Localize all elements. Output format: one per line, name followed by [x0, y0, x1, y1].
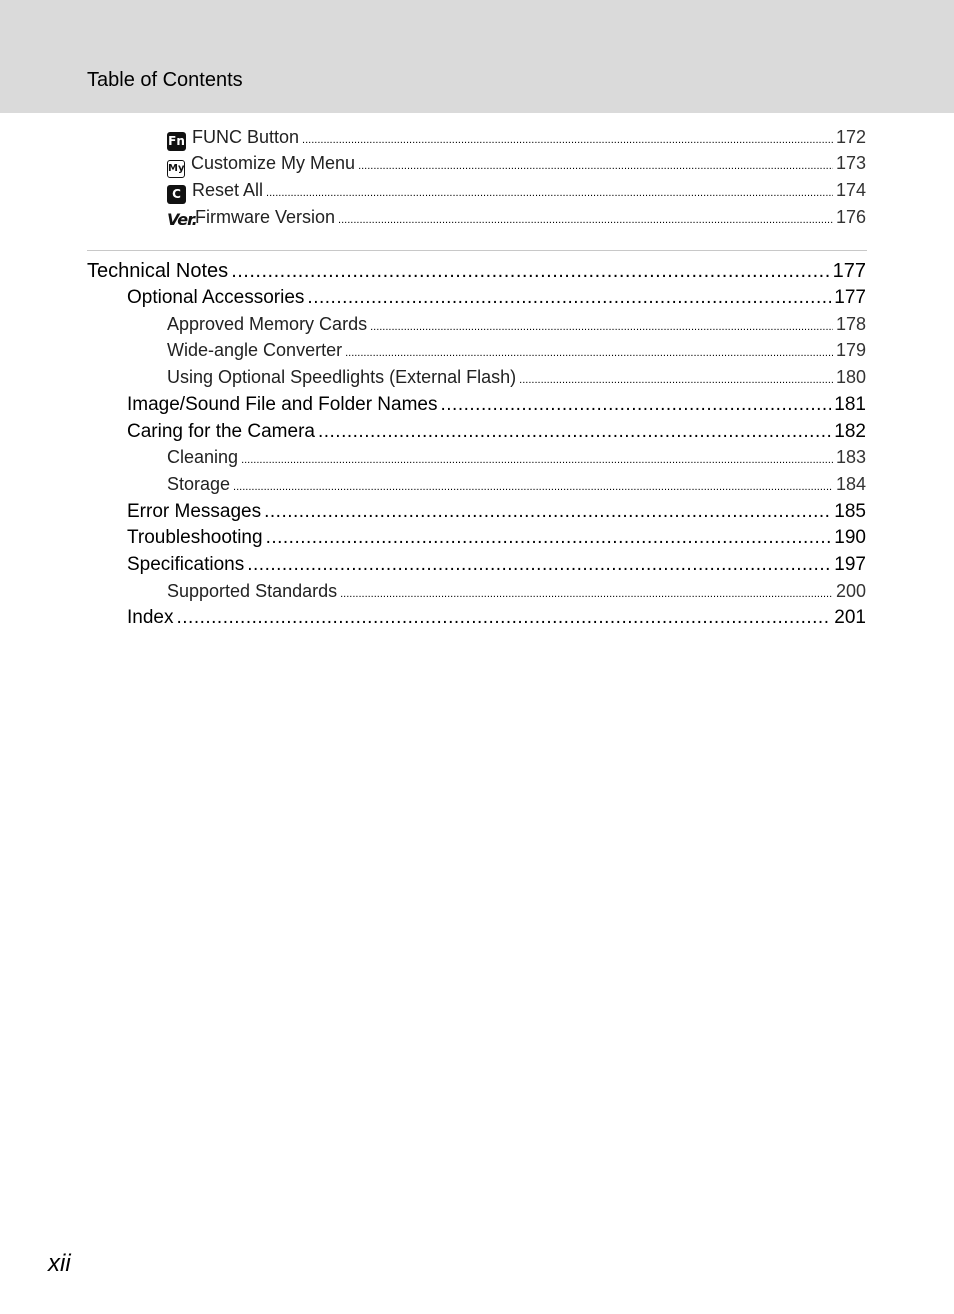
toc-entry[interactable]: [167, 581, 866, 602]
toc-page-number: 172: [835, 127, 866, 147]
dot-leader: [266, 527, 832, 549]
dot-leader: [231, 260, 829, 283]
dot-leader: [264, 501, 831, 523]
toc-page-number: 184: [835, 473, 866, 494]
page-header: [0, 0, 954, 113]
toc-entry-label: FUNC Button: [192, 127, 300, 147]
toc-page-number: 173: [835, 153, 866, 173]
toc-entry-label: Reset All: [192, 180, 264, 200]
toc-entry-label: Supported Standards: [167, 580, 338, 601]
toc-page-number: 201: [834, 607, 866, 629]
dot-leader: [345, 347, 833, 359]
toc-page-number: 181: [834, 393, 866, 415]
toc-page-number: 185: [834, 500, 866, 522]
toc-entry[interactable]: [167, 447, 866, 468]
toc-entry[interactable]: [127, 527, 866, 549]
dot-leader: [302, 134, 833, 146]
toc-entry-func-button[interactable]: [167, 127, 866, 151]
toc-entry-label: Troubleshooting: [127, 527, 263, 549]
dot-leader: [519, 374, 833, 386]
toc-page-number: 200: [835, 580, 866, 601]
dot-leader: [338, 214, 833, 226]
toc-entry-reset-all[interactable]: [167, 180, 866, 204]
toc-page-number: 178: [835, 313, 866, 334]
toc-page-number: 176: [835, 207, 866, 227]
version-icon: Ver.: [167, 210, 197, 229]
toc-entry-label: Error Messages: [127, 500, 262, 522]
toc-entry-label: Optional Accessories: [127, 287, 305, 308]
toc-page-number: 174: [835, 180, 866, 200]
toc-chapter-technical-notes[interactable]: [87, 260, 866, 283]
toc-page-number: 177: [834, 287, 866, 308]
page-number: xii: [48, 1250, 71, 1277]
dot-leader: [441, 394, 832, 416]
my-menu-icon: My: [167, 160, 185, 178]
toc-entry-label: Using Optional Speedlights (External Flash): [167, 367, 517, 388]
toc-entry-label: Approved Memory Cards: [167, 313, 368, 334]
toc-page-number: 183: [835, 447, 866, 468]
dot-leader: [233, 481, 833, 493]
func-button-icon: Fn: [167, 132, 186, 151]
dot-leader: [370, 321, 833, 333]
toc-entry-label: Technical Notes: [87, 260, 229, 282]
toc-entry-label: Specifications: [127, 554, 245, 575]
toc-entry[interactable]: [127, 394, 866, 416]
toc-entry[interactable]: [127, 501, 866, 523]
toc-entry-label: Customize My Menu: [191, 153, 356, 173]
toc-page-number: 197: [834, 554, 866, 575]
toc-entry-label: Image/Sound File and Folder Names: [127, 393, 438, 415]
toc-entry-label: Caring for the Camera: [127, 420, 315, 442]
section-divider: [87, 250, 867, 251]
toc-entry[interactable]: [167, 314, 866, 335]
toc-entry[interactable]: [127, 421, 866, 443]
toc-page-number: 190: [834, 527, 866, 549]
dot-leader: [176, 607, 831, 629]
toc-page-number: 182: [834, 420, 866, 442]
page-title: Table of Contents: [87, 69, 243, 91]
toc-page-number: 180: [835, 367, 866, 388]
dot-leader: [340, 588, 833, 600]
dot-leader: [241, 454, 833, 466]
toc-page-number: 179: [835, 340, 866, 361]
toc-entry[interactable]: [167, 474, 866, 495]
dot-leader: [358, 160, 833, 172]
toc-entry-label: Index: [127, 607, 174, 629]
toc-entry-customize-my-menu[interactable]: [167, 153, 866, 178]
toc-entry-label: Storage: [167, 473, 231, 494]
dot-leader: [307, 287, 831, 309]
toc-entry-label: Firmware Version: [195, 207, 336, 227]
toc-entry[interactable]: [167, 367, 866, 388]
reset-icon: C: [167, 185, 186, 204]
toc-entry[interactable]: [127, 607, 866, 629]
dot-leader: [266, 187, 833, 199]
toc-entry[interactable]: [167, 340, 866, 361]
toc-entry[interactable]: [127, 287, 866, 309]
toc-entry-firmware-version[interactable]: [167, 207, 866, 229]
dot-leader: [247, 554, 831, 576]
toc-entry[interactable]: [127, 554, 866, 576]
toc-page-number: 177: [832, 260, 866, 282]
dot-leader: [318, 421, 831, 443]
toc-entry-label: Cleaning: [167, 447, 239, 468]
toc-entry-label: Wide-angle Converter: [167, 340, 343, 361]
